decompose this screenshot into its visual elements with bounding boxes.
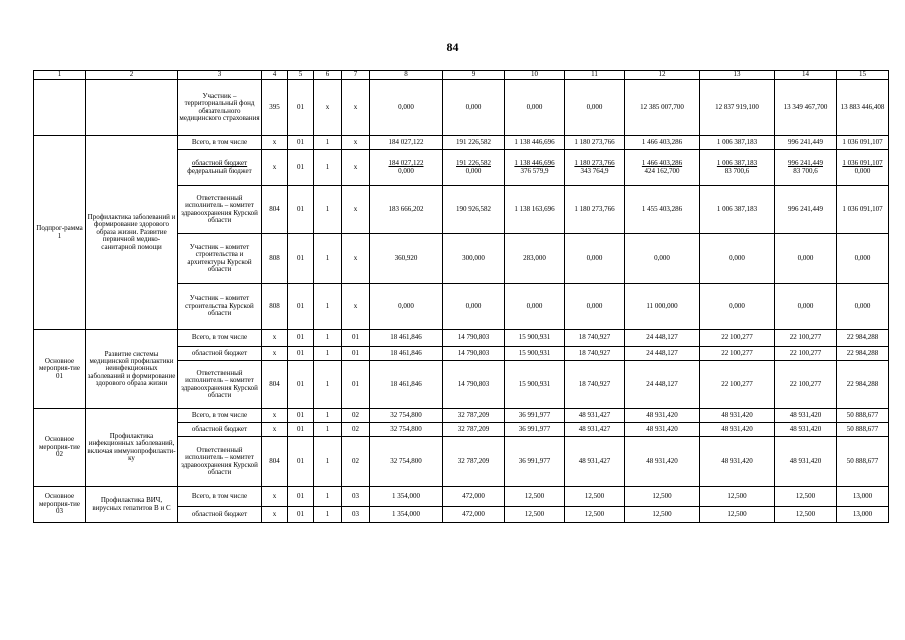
value-cell: 184 027,122: [370, 136, 443, 150]
code-cell: 804: [262, 437, 288, 487]
value-cell: 48 931,420: [775, 437, 837, 487]
code-cell: 01: [342, 361, 370, 409]
code-cell: 01: [288, 284, 314, 330]
regional-value: 1 180 273,766: [574, 159, 615, 168]
empty-cell: [86, 80, 178, 136]
value-cell: 183 666,202: [370, 186, 443, 234]
value-cell: 0,000: [700, 284, 775, 330]
value-cell: [565, 150, 625, 186]
value-cell: 15 900,931: [505, 330, 565, 347]
code-cell: 02: [342, 423, 370, 437]
code-cell: x: [262, 507, 288, 523]
regional-budget-label: областной бюджет: [191, 159, 248, 168]
value-cell: 12,500: [775, 507, 837, 523]
regional-value: 1 006 387,183: [716, 159, 758, 168]
participant-cell: Ответственный исполнитель – комитет здравоохранения Курской области: [178, 186, 262, 234]
federal-value: 83 700,6: [724, 166, 750, 175]
value-cell: 472,000: [443, 487, 505, 507]
value-cell: 1 354,000: [370, 487, 443, 507]
value-cell: 22 100,277: [700, 361, 775, 409]
value-cell: 14 790,803: [443, 347, 505, 361]
value-cell: 22 100,277: [775, 330, 837, 347]
value-cell: [837, 150, 889, 186]
value-cell: 22 984,288: [837, 361, 889, 409]
value-cell: 1 138 163,696: [505, 186, 565, 234]
value-cell: 32 787,209: [443, 423, 505, 437]
value-cell: 14 790,803: [443, 361, 505, 409]
budget-table: [33, 70, 889, 523]
code-cell: 808: [262, 284, 288, 330]
value-cell: 48 931,427: [565, 423, 625, 437]
column-number: 1: [34, 71, 86, 80]
value-cell: 50 888,677: [837, 423, 889, 437]
participant-cell: Всего, в том числе: [178, 136, 262, 150]
value-cell: 18 740,927: [565, 361, 625, 409]
value-cell: 13,000: [837, 487, 889, 507]
value-cell: 0,000: [505, 284, 565, 330]
value-cell: 32 754,800: [370, 409, 443, 423]
value-cell: 1 006 387,183: [700, 186, 775, 234]
code-cell: 1: [314, 361, 342, 409]
column-number: 7: [342, 71, 370, 80]
code-cell: x: [342, 150, 370, 186]
code-cell: 02: [342, 409, 370, 423]
value-cell: 472,000: [443, 507, 505, 523]
value-cell: 36 991,977: [505, 437, 565, 487]
regional-value: 1 036 091,107: [842, 159, 883, 168]
value-cell: 22 100,277: [700, 347, 775, 361]
code-cell: 01: [288, 234, 314, 284]
code-cell: 01: [288, 423, 314, 437]
code-cell: 1: [314, 487, 342, 507]
value-cell: 22 100,277: [700, 330, 775, 347]
code-cell: 01: [288, 507, 314, 523]
measure-label: Основное мероприя-тие 01: [34, 330, 86, 409]
federal-value: 376 579,9: [520, 166, 549, 175]
code-cell: 1: [314, 150, 342, 186]
code-cell: x: [262, 487, 288, 507]
value-cell: 1 036 091,107: [837, 136, 889, 150]
code-cell: x: [342, 186, 370, 234]
value-cell: 18 461,846: [370, 330, 443, 347]
regional-value: 1 466 403,286: [641, 159, 683, 168]
value-cell: 32 787,209: [443, 409, 505, 423]
code-cell: 03: [342, 487, 370, 507]
participant-cell: Участник – территориальный фонд обязательного медицинского страхования: [178, 80, 262, 136]
column-number: 4: [262, 71, 288, 80]
value-cell: [700, 150, 775, 186]
value-cell: 0,000: [443, 284, 505, 330]
value-cell: 0,000: [443, 80, 505, 136]
participant-cell: Участник – комитет строительства и архитектуры Курской области: [178, 234, 262, 284]
value-cell: 0,000: [565, 80, 625, 136]
value-cell: 24 448,127: [625, 330, 700, 347]
column-number: 12: [625, 71, 700, 80]
subprogram-label: Подпрог-рамма 1: [34, 136, 86, 330]
column-number: 8: [370, 71, 443, 80]
regional-value: 1 138 446,696: [514, 159, 555, 168]
value-cell: 996 241,449: [775, 136, 837, 150]
value-cell: 0,000: [837, 234, 889, 284]
value-cell: 190 926,582: [443, 186, 505, 234]
column-number: 9: [443, 71, 505, 80]
participant-cell: Участник – комитет строительства Курской области: [178, 284, 262, 330]
code-cell: 01: [288, 330, 314, 347]
value-cell: 24 448,127: [625, 361, 700, 409]
value-cell: [443, 150, 505, 186]
code-cell: 808: [262, 234, 288, 284]
code-cell: 01: [288, 437, 314, 487]
value-cell: [775, 150, 837, 186]
value-cell: 12,500: [565, 507, 625, 523]
federal-value: 424 162,700: [644, 166, 680, 175]
value-cell: 48 931,420: [775, 423, 837, 437]
value-cell: 32 754,800: [370, 437, 443, 487]
code-cell: 1: [314, 284, 342, 330]
participant-cell: Всего, в том числе: [178, 330, 262, 347]
value-cell: 36 991,977: [505, 409, 565, 423]
column-number: 10: [505, 71, 565, 80]
value-cell: 996 241,449: [775, 186, 837, 234]
column-number: 15: [837, 71, 889, 80]
code-cell: x: [262, 423, 288, 437]
value-cell: 12,500: [700, 507, 775, 523]
table-row: [34, 330, 889, 347]
code-cell: x: [262, 330, 288, 347]
empty-cell: [34, 80, 86, 136]
federal-value: 0,000: [854, 166, 871, 175]
code-cell: x: [342, 80, 370, 136]
value-cell: 1 455 403,286: [625, 186, 700, 234]
table-row: [34, 136, 889, 150]
code-cell: x: [262, 409, 288, 423]
federal-value: 0,000: [398, 166, 414, 175]
value-cell: [625, 150, 700, 186]
code-cell: 1: [314, 423, 342, 437]
value-cell: 12,500: [565, 487, 625, 507]
measure-label: Основное мероприя-тие 03: [34, 487, 86, 523]
code-cell: 1: [314, 330, 342, 347]
value-cell: 12,500: [625, 487, 700, 507]
value-cell: 22 984,288: [837, 347, 889, 361]
value-cell: 50 888,677: [837, 437, 889, 487]
table-row: [34, 487, 889, 507]
column-number: 11: [565, 71, 625, 80]
value-cell: 50 888,677: [837, 409, 889, 423]
value-cell: 48 931,420: [625, 409, 700, 423]
value-cell: 1 180 273,766: [565, 136, 625, 150]
value-cell: 0,000: [775, 284, 837, 330]
code-cell: 1: [314, 234, 342, 284]
participant-cell: областной бюджет: [178, 347, 262, 361]
federal-value: 83 700,6: [793, 166, 818, 175]
column-number: 5: [288, 71, 314, 80]
value-cell: 48 931,420: [700, 423, 775, 437]
regional-value: 191 226,582: [456, 159, 491, 168]
value-cell: 360,920: [370, 234, 443, 284]
code-cell: 03: [342, 507, 370, 523]
measure-name: Профилактика инфекционных заболеваний, включая иммунопрофилакти-ку: [86, 409, 178, 487]
value-cell: 15 900,931: [505, 347, 565, 361]
value-cell: 13 883 446,408: [837, 80, 889, 136]
code-cell: 1: [314, 136, 342, 150]
code-cell: 1: [314, 409, 342, 423]
value-cell: 48 931,427: [565, 409, 625, 423]
value-cell: 12,500: [775, 487, 837, 507]
value-cell: 191 226,582: [443, 136, 505, 150]
value-cell: 22 984,288: [837, 330, 889, 347]
value-cell: 0,000: [370, 80, 443, 136]
column-number: 13: [700, 71, 775, 80]
value-cell: 283,000: [505, 234, 565, 284]
code-cell: x: [342, 284, 370, 330]
value-cell: 36 991,977: [505, 423, 565, 437]
code-cell: 1: [314, 186, 342, 234]
column-number: 3: [178, 71, 262, 80]
value-cell: 12,500: [700, 487, 775, 507]
code-cell: 1: [314, 507, 342, 523]
value-cell: 11 000,000: [625, 284, 700, 330]
measure-name: Профилактика ВИЧ, вирусных гепатитов В и С: [86, 487, 178, 523]
value-cell: [505, 150, 565, 186]
code-cell: x: [262, 347, 288, 361]
value-cell: 0,000: [565, 234, 625, 284]
value-cell: 32 754,800: [370, 423, 443, 437]
value-cell: 15 900,931: [505, 361, 565, 409]
value-cell: 1 354,000: [370, 507, 443, 523]
table-row: [34, 409, 889, 423]
participant-cell: областной бюджет: [178, 507, 262, 523]
column-number-row: [34, 71, 889, 80]
code-cell: x: [314, 80, 342, 136]
value-cell: 0,000: [775, 234, 837, 284]
code-cell: 01: [288, 80, 314, 136]
measure-name: Развитие системы медицинской профилактики неинфекционных заболеваний и формирование здорового образа жизни: [86, 330, 178, 409]
value-cell: 48 931,420: [625, 423, 700, 437]
value-cell: 0,000: [700, 234, 775, 284]
participant-cell: Ответственный исполнитель – комитет здравоохранения Курской области: [178, 361, 262, 409]
value-cell: 12,500: [505, 487, 565, 507]
value-cell: 24 448,127: [625, 347, 700, 361]
table-row: [34, 80, 889, 136]
column-number: 6: [314, 71, 342, 80]
value-cell: 48 931,420: [625, 437, 700, 487]
value-cell: 12 385 007,700: [625, 80, 700, 136]
column-number: 14: [775, 71, 837, 80]
page-number: 84: [446, 40, 459, 54]
regional-value: 996 241,449: [788, 159, 823, 168]
value-cell: 0,000: [625, 234, 700, 284]
value-cell: 300,000: [443, 234, 505, 284]
value-cell: 32 787,209: [443, 437, 505, 487]
code-cell: 1: [314, 347, 342, 361]
value-cell: 18 740,927: [565, 330, 625, 347]
value-cell: 48 931,420: [700, 409, 775, 423]
value-cell: 18 461,846: [370, 347, 443, 361]
code-cell: 01: [288, 136, 314, 150]
code-cell: 01: [288, 409, 314, 423]
federal-value: 0,000: [465, 166, 482, 175]
value-cell: 0,000: [565, 284, 625, 330]
measure-label: Основное мероприя-тие 02: [34, 409, 86, 487]
value-cell: 1 006 387,183: [700, 136, 775, 150]
code-cell: x: [262, 150, 288, 186]
subprogram-name: Профилактика заболеваний и формирование здорового образа жизни. Развитие первичной медико-санитарной помощи: [86, 136, 178, 330]
participant-cell: Всего, в том числе: [178, 487, 262, 507]
code-cell: 395: [262, 80, 288, 136]
value-cell: 12,500: [625, 507, 700, 523]
federal-value: 343 764,9: [580, 166, 609, 175]
value-cell: 1 138 446,696: [505, 136, 565, 150]
regional-value: 184 027,122: [388, 159, 424, 168]
code-cell: 01: [342, 330, 370, 347]
value-cell: 0,000: [370, 284, 443, 330]
code-cell: 01: [288, 150, 314, 186]
value-cell: 1 466 403,286: [625, 136, 700, 150]
participant-cell: Ответственный исполнитель – комитет здравоохранения Курской области: [178, 437, 262, 487]
code-cell: x: [342, 136, 370, 150]
code-cell: 01: [342, 347, 370, 361]
value-cell: 13,000: [837, 507, 889, 523]
value-cell: 0,000: [837, 284, 889, 330]
value-cell: 13 349 467,700: [775, 80, 837, 136]
column-number: 2: [86, 71, 178, 80]
value-cell: 48 931,427: [565, 437, 625, 487]
value-cell: 18 740,927: [565, 347, 625, 361]
federal-budget-label: федеральный бюджет: [187, 166, 252, 175]
value-cell: 12 837 919,100: [700, 80, 775, 136]
code-cell: 01: [288, 347, 314, 361]
value-cell: 14 790,803: [443, 330, 505, 347]
code-cell: 01: [288, 487, 314, 507]
code-cell: 02: [342, 437, 370, 487]
value-cell: [370, 150, 443, 186]
participant-cell: [178, 150, 262, 186]
participant-cell: Всего, в том числе: [178, 409, 262, 423]
value-cell: 12,500: [505, 507, 565, 523]
code-cell: 804: [262, 361, 288, 409]
value-cell: 22 100,277: [775, 347, 837, 361]
code-cell: x: [342, 234, 370, 284]
value-cell: 1 180 273,766: [565, 186, 625, 234]
value-cell: 0,000: [505, 80, 565, 136]
code-cell: 804: [262, 186, 288, 234]
code-cell: 01: [288, 361, 314, 409]
participant-cell: областной бюджет: [178, 423, 262, 437]
code-cell: 1: [314, 437, 342, 487]
value-cell: 1 036 091,107: [837, 186, 889, 234]
value-cell: 48 931,420: [700, 437, 775, 487]
value-cell: 22 100,277: [775, 361, 837, 409]
value-cell: 18 461,846: [370, 361, 443, 409]
code-cell: x: [262, 136, 288, 150]
code-cell: 01: [288, 186, 314, 234]
value-cell: 48 931,420: [775, 409, 837, 423]
